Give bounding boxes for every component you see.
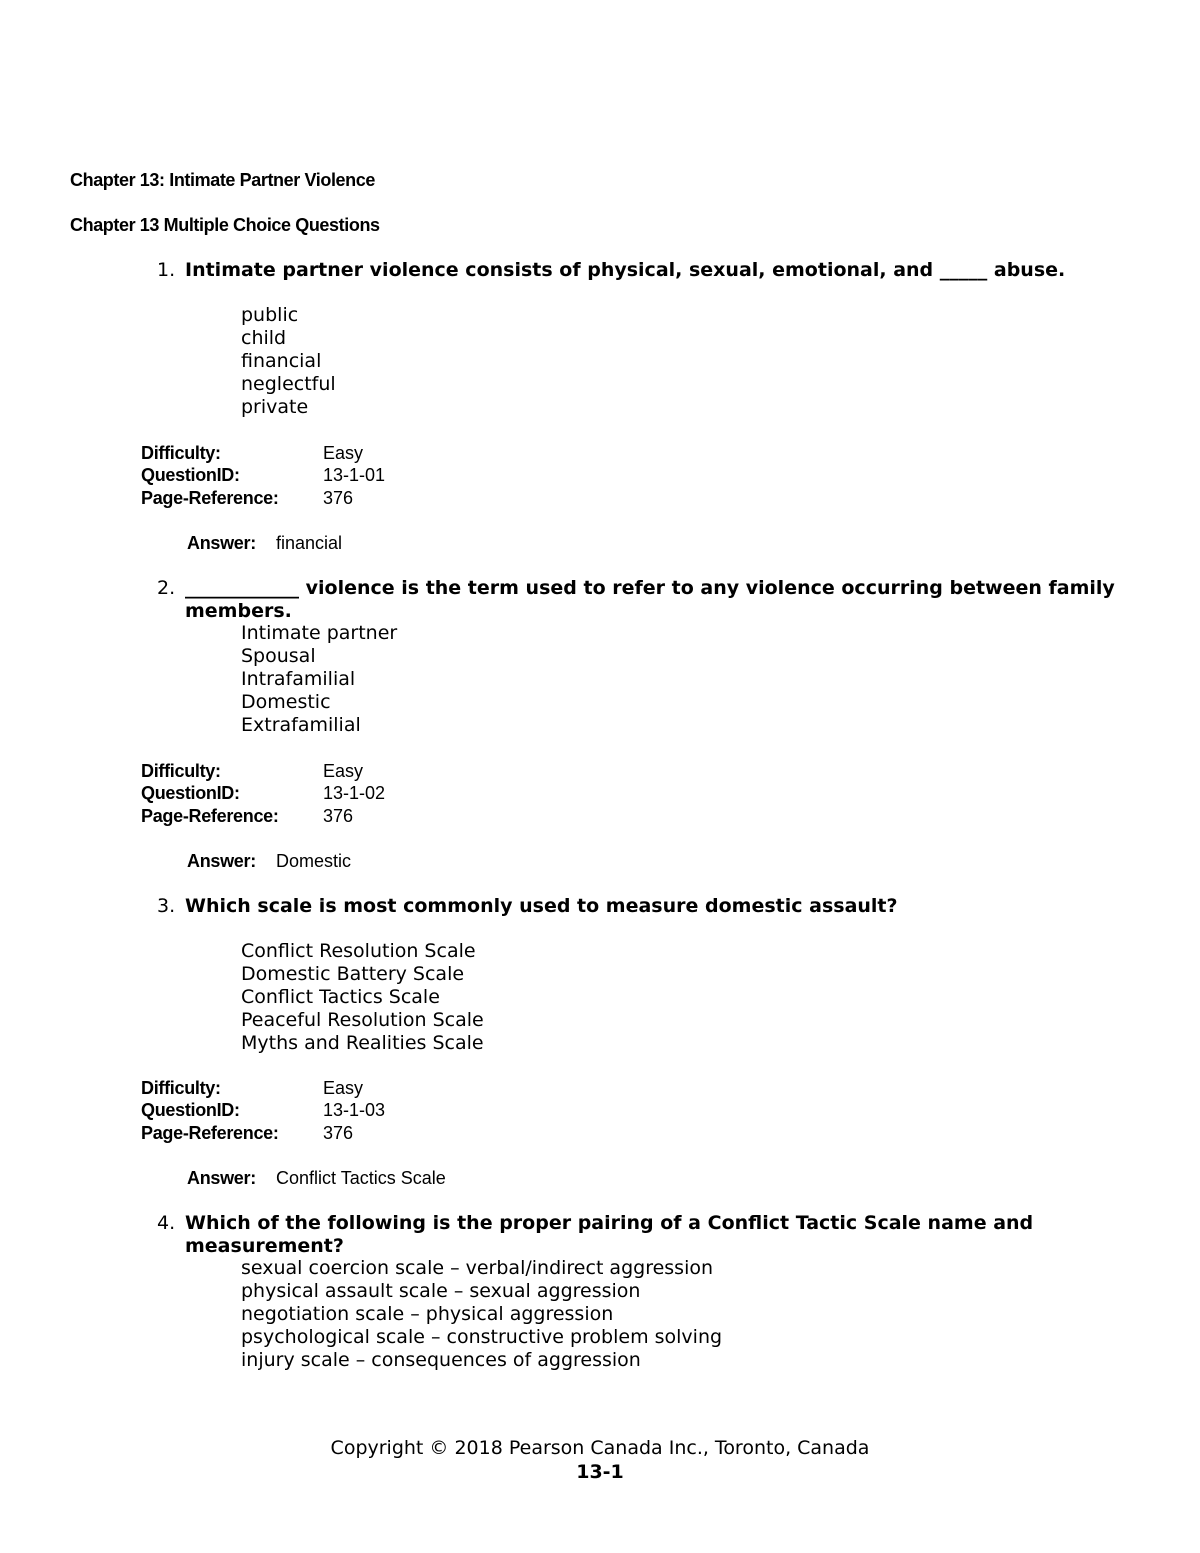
option: financial bbox=[241, 350, 322, 372]
question-text: Which scale is most commonly used to measure domestic assault? bbox=[185, 895, 898, 917]
chapter-title: Chapter 13: Intimate Partner Violence bbox=[70, 170, 375, 190]
option: negotiation scale – physical aggression bbox=[241, 1303, 614, 1325]
option: Extrafamilial bbox=[241, 714, 361, 736]
page-reference-label: Page-Reference: bbox=[141, 806, 279, 826]
answer-value: Domestic bbox=[276, 851, 352, 871]
difficulty-value: Easy bbox=[323, 443, 364, 463]
page-reference-value: 376 bbox=[323, 806, 354, 826]
answer-options bbox=[241, 940, 484, 1055]
option: Myths and Realities Scale bbox=[241, 1032, 484, 1054]
difficulty-label: Difficulty: bbox=[141, 761, 221, 781]
difficulty-value: Easy bbox=[323, 1078, 364, 1098]
option: physical assault scale – sexual aggression bbox=[241, 1280, 641, 1302]
question-id-value: 13-1-01 bbox=[323, 465, 386, 485]
question-id-label: QuestionID: bbox=[141, 1100, 240, 1120]
question-id-value: 13-1-02 bbox=[323, 783, 386, 803]
option: Domestic Battery Scale bbox=[241, 963, 465, 985]
answer-options bbox=[241, 622, 397, 737]
answer-options bbox=[241, 304, 336, 419]
option: private bbox=[241, 396, 309, 418]
question-id-label: QuestionID: bbox=[141, 783, 240, 803]
page-number: 13-1 bbox=[576, 1461, 624, 1483]
option: psychological scale – constructive problem solving bbox=[241, 1326, 723, 1348]
copyright-footer: Copyright © 2018 Pearson Canada Inc., Toronto, Canada bbox=[330, 1437, 870, 1459]
option: Domestic bbox=[241, 691, 331, 713]
option: neglectful bbox=[241, 373, 336, 395]
answer-value: financial bbox=[276, 533, 343, 553]
option: Spousal bbox=[241, 645, 316, 667]
option: child bbox=[241, 327, 287, 349]
page-reference-label: Page-Reference: bbox=[141, 1123, 279, 1143]
question-number: 4. bbox=[157, 1212, 176, 1234]
question-text: ____________ violence is the term used to refer to any violence occurring between family members. bbox=[185, 577, 1115, 622]
question-id-value: 13-1-03 bbox=[323, 1100, 386, 1120]
option: Peaceful Resolution Scale bbox=[241, 1009, 484, 1031]
page-reference-value: 376 bbox=[323, 1123, 354, 1143]
difficulty-value: Easy bbox=[323, 761, 364, 781]
question-id-label: QuestionID: bbox=[141, 465, 240, 485]
answer-label: Answer: bbox=[187, 851, 256, 871]
question-text: Intimate partner violence consists of physical, sexual, emotional, and _____ abuse. bbox=[185, 259, 1066, 281]
answer-label: Answer: bbox=[187, 533, 256, 553]
question-number: 2. bbox=[157, 577, 176, 599]
difficulty-label: Difficulty: bbox=[141, 1078, 221, 1098]
answer-label: Answer: bbox=[187, 1168, 256, 1188]
question-number: 1. bbox=[157, 259, 176, 281]
option: Intimate partner bbox=[241, 622, 398, 644]
option: Intrafamilial bbox=[241, 668, 356, 690]
page-reference-label: Page-Reference: bbox=[141, 488, 279, 508]
option: injury scale – consequences of aggression bbox=[241, 1349, 641, 1371]
option: Conflict Tactics Scale bbox=[241, 986, 440, 1008]
page-reference-value: 376 bbox=[323, 488, 354, 508]
option: Conflict Resolution Scale bbox=[241, 940, 476, 962]
difficulty-label: Difficulty: bbox=[141, 443, 221, 463]
question-number: 3. bbox=[157, 895, 176, 917]
option: public bbox=[241, 304, 299, 326]
question-text: Which of the following is the proper pairing of a Conflict Tactic Scale name and measurement? bbox=[185, 1212, 1034, 1257]
option: sexual coercion scale – verbal/indirect aggression bbox=[241, 1257, 714, 1279]
answer-value: Conflict Tactics Scale bbox=[276, 1168, 446, 1188]
answer-options bbox=[241, 1257, 722, 1372]
section-subtitle: Chapter 13 Multiple Choice Questions bbox=[70, 215, 380, 235]
